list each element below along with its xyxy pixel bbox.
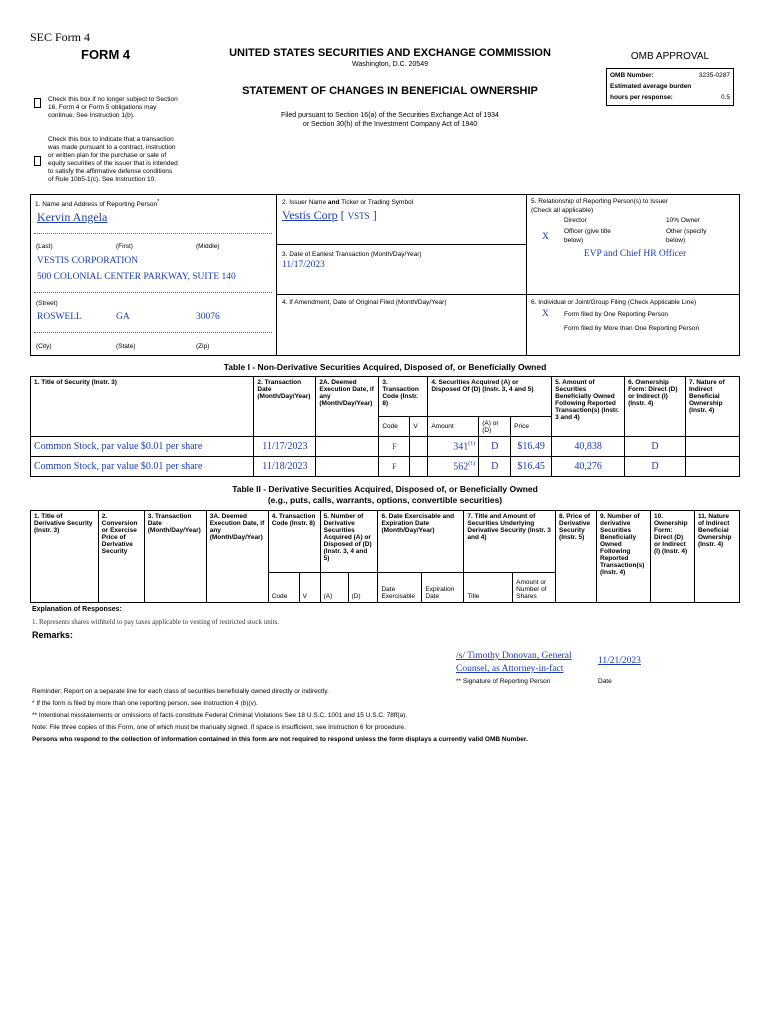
- t1-col-title: 1. Title of Security (Instr. 3): [31, 377, 254, 437]
- reporting-company: VESTIS CORPORATION: [37, 256, 139, 266]
- no-longer-subject-checkbox[interactable]: [34, 98, 41, 108]
- t2-sub-date-ex: Date Exercisable: [378, 573, 422, 603]
- form-title: FORM 4: [81, 47, 131, 62]
- reporting-person-label: 1. Name and Address of Reporting Person*: [35, 199, 160, 209]
- t1-r1-deemed: [316, 437, 379, 457]
- filed-pursuant-2: or Section 30(h) of the Investment Company Act of 1940: [302, 121, 478, 128]
- ten-percent-label: 10% Owner: [666, 217, 700, 224]
- t2-col-price: 8. Price of Derivative Security (Instr. 5): [556, 511, 597, 603]
- t2-sub-d: (D): [348, 573, 378, 603]
- t1-col-acquired: 4. Securities Acquired (A) or Disposed Of (D) (Instr. 3, 4 and 5): [428, 377, 552, 417]
- relationship-sublabel: (Check all applicable): [531, 207, 594, 214]
- t2-sub-amount: Amount or Number of Shares: [513, 573, 556, 603]
- issuer-name-ticker: Vestis Corp [ VSTS ]: [282, 208, 377, 222]
- footer-line-1: Reminder: Report on a separate line for each class of securities beneficially owned directly or indirectly.: [32, 688, 329, 695]
- t1-sub-amount: Amount: [428, 417, 479, 437]
- signature-date: 11/21/2023: [598, 656, 641, 666]
- signature-label: ** Signature of Reporting Person: [456, 678, 551, 685]
- omb-burden-label: Estimated average burden: [610, 83, 692, 90]
- relationship-label: 5. Relationship of Reporting Person(s) to Issuer: [531, 198, 668, 205]
- t2-col-owned: 9. Number of derivative Securities Beneficially Owned Following Reported Transaction(s) (Instr. 4): [597, 511, 651, 603]
- date-label: Date: [598, 678, 612, 685]
- t1-col-owned: 5. Amount of Securities Beneficially Owned Following Reported Transaction(s) (Instr. 3 and 4): [552, 377, 625, 437]
- checkbox-1-text: Check this box if no longer subject to Section 16. Form 4 or Form 5 obligations may continue. See Instruction 1(b).: [48, 96, 178, 119]
- t1-r2-owned: 40,276: [552, 457, 625, 477]
- reporting-person-name[interactable]: Kervin Angela: [37, 210, 108, 224]
- reporting-zip: 30076: [196, 312, 220, 322]
- city-label: (City): [36, 343, 52, 350]
- t2-col-number: 5. Number of Derivative Securities Acquired (A) or Disposed of (D) (Instr. 3, 4 and 5): [320, 511, 378, 573]
- t2-sub-a: (A): [320, 573, 348, 603]
- t1-r2-date: 11/18/2023: [254, 457, 316, 477]
- issuer-ticker: VSTS: [347, 211, 370, 221]
- earliest-date-label: 3. Date of Earliest Transaction (Month/Day/Year): [282, 251, 422, 258]
- t2-col-underlying: 7. Title and Amount of Securities Underlying Derivative Security (Instr. 3 and 4): [464, 511, 556, 573]
- footer-line-5: Persons who respond to the collection of information contained in this form are not required to respond unless the form displays a currently valid OMB Number.: [32, 736, 528, 743]
- table2-title-1: Table II - Derivative Securities Acquired, Disposed of, or Beneficially Owned: [232, 484, 538, 494]
- t1-r1-form: D: [625, 437, 686, 457]
- t1-col-form: 6. Ownership Form: Direct (D) or Indirect (I) (Instr. 4): [625, 377, 686, 437]
- t2-col-date: 3. Transaction Date (Month/Day/Year): [144, 511, 206, 603]
- footer-line-4: Note: File three copies of this Form, one of which must be manually signed. If space is insufficient, see Instruction 6 for procedure.: [32, 724, 406, 731]
- street-label: (Street): [36, 300, 58, 307]
- signature[interactable]: /s/ Timothy Donovan, General Counsel, as Attorney-in-fact: [456, 651, 572, 674]
- t2-col-conversion: 2. Conversion or Exercise Price of Derivative Security: [98, 511, 144, 603]
- t1-r2-title: Common Stock, par value $0.01 per share: [31, 457, 254, 477]
- t2-col-title: 1. Title of Derivative Security (Instr. 3): [31, 511, 99, 603]
- t1-r2-amount: 562$^{(1)}$: [428, 457, 479, 477]
- first-label: (First): [116, 243, 133, 250]
- explanation-1: 1. Represents shares withheld to pay taxes applicable to vesting of restricted stock units.: [32, 618, 280, 626]
- reporting-address: 500 COLONIAL CENTER PARKWAY, SUITE 140: [37, 272, 236, 282]
- earliest-date-value: 11/17/2023: [282, 260, 325, 270]
- filing-one-mark: X: [542, 309, 549, 319]
- explanation-heading: Explanation of Responses:: [32, 606, 122, 613]
- omb-hours-value: 0.5: [720, 94, 730, 101]
- t1-sub-v: V: [410, 417, 428, 437]
- t1-r1-owned: 40,838: [552, 437, 625, 457]
- footer-line-2: * If the form is filed by more than one reporting person, see Instruction 4 (b)(v).: [32, 700, 258, 707]
- t1-r2-price: $16.45: [511, 457, 552, 477]
- agency: UNITED STATES SECURITIES AND EXCHANGE COMMISSION: [229, 47, 551, 59]
- t2-col-deemed: 3A. Deemed Execution Date, if any (Month/Day/Year): [206, 511, 268, 603]
- omb-heading: OMB APPROVAL: [630, 51, 710, 62]
- t1-r1-amount: 341$^{(1)}$: [428, 437, 479, 457]
- t2-sub-exp: Expiration Date: [422, 573, 464, 603]
- amendment-label: 4. If Amendment, Date of Original Filed (Month/Day/Year): [282, 299, 447, 306]
- state-label: (State): [116, 343, 136, 350]
- footer-line-3: ** Intentional misstatements or omissions of facts constitute Federal Criminal Violations See 18 U.S.C. 1001 and 15 U.S.C. 78ff(a).: [32, 712, 408, 719]
- t2-sub-title: Title: [464, 573, 513, 603]
- officer-title: EVP and Chief HR Officer: [583, 249, 687, 259]
- t1-r2-form: D: [625, 457, 686, 477]
- t1-r2-code: F: [379, 457, 410, 477]
- omb-number-value: 3235-0287: [698, 72, 730, 79]
- officer-mark: X: [542, 232, 549, 242]
- t1-col-date: 2. Transaction Date (Month/Day/Year): [254, 377, 316, 437]
- reporting-state: GA: [116, 312, 130, 322]
- agency-location: Washington, D.C. 20549: [351, 61, 428, 68]
- t1-sub-code: Code: [379, 417, 410, 437]
- t1-r1-date: 11/17/2023: [254, 437, 316, 457]
- t1-r2-nature: [685, 457, 739, 477]
- filed-pursuant-1: Filed pursuant to Section 16(a) of the Securities Exchange Act of 1934: [281, 112, 499, 119]
- t1-r2-aord: D: [479, 457, 511, 477]
- checkbox-2-text: Check this box to indicate that a transaction was made pursuant to a contract, instruction or written plan for the purchase or sale of equity securities of the issuer that is intended to satisfy the affirmative defense conditions of Rule 10b5-1(c). See Instruction 10.: [48, 136, 178, 183]
- filing-label: 6. Individual or Joint/Group Filing (Check Applicable Line): [531, 299, 697, 306]
- t1-r1-price: $16.49: [511, 437, 552, 457]
- t1-r1-nature: [685, 437, 739, 457]
- table1: [30, 376, 740, 477]
- table-row: [31, 457, 740, 477]
- t1-r1-code: F: [379, 437, 410, 457]
- middle-label: (Middle): [196, 243, 220, 250]
- issuer-label: 2. Issuer Name and Ticker or Trading Symbol: [282, 199, 414, 206]
- zip-label: (Zip): [196, 343, 210, 350]
- filing-more-label: Form filed by More than One Reporting Person: [564, 325, 700, 332]
- remarks-heading: Remarks:: [32, 630, 74, 640]
- doc-label: SEC Form 4: [30, 30, 91, 44]
- table2: [30, 510, 740, 603]
- t2-col-form: 10. Ownership Form: Direct (D) or Indirect (I) (Instr. 4): [650, 511, 694, 603]
- t1-col-nature: 7. Nature of Indirect Beneficial Ownership (Instr. 4): [685, 377, 739, 437]
- t2-sub-code: Code: [268, 573, 299, 603]
- t2-col-exercisable: 6. Date Exercisable and Expiration Date (Month/Day/Year): [378, 511, 464, 573]
- omb-hours-label: hours per response:: [610, 94, 673, 101]
- t1-r1-aord: D: [479, 437, 511, 457]
- t1-col-code: 3. Transaction Code (Instr. 8): [379, 377, 428, 417]
- filing-one-label: Form filed by One Reporting Person: [564, 311, 669, 318]
- officer-label: Officer (give title below): [564, 228, 611, 244]
- t1-r1-title: Common Stock, par value $0.01 per share: [31, 437, 254, 457]
- table1-title: Table I - Non-Derivative Securities Acquired, Disposed of, or Beneficially Owned: [223, 362, 547, 372]
- last-label: (Last): [36, 243, 53, 250]
- issuer-name-link[interactable]: Vestis Corp: [282, 208, 338, 222]
- t1-r1-v: [410, 437, 428, 457]
- t1-r2-v: [410, 457, 428, 477]
- statement-title: STATEMENT OF CHANGES IN BENEFICIAL OWNERSHIP: [242, 85, 538, 97]
- t2-sub-v: V: [299, 573, 320, 603]
- rule-10b5-checkbox[interactable]: [34, 156, 41, 166]
- t1-r2-deemed: [316, 457, 379, 477]
- t2-col-nature: 11. Nature of Indirect Beneficial Ownership (Instr. 4): [694, 511, 739, 603]
- t2-col-code: 4. Transaction Code (Instr. 8): [268, 511, 320, 573]
- t1-col-deemed: 2A. Deemed Execution Date, if any (Month/Day/Year): [316, 377, 379, 437]
- other-label: Other (specify below): [666, 228, 707, 244]
- table-row: [31, 437, 740, 457]
- t1-sub-aord: (A) or (D): [479, 417, 511, 437]
- omb-number-label: OMB Number:: [610, 72, 654, 79]
- reporting-city: ROSWELL: [37, 312, 82, 322]
- t1-sub-price: Price: [511, 417, 552, 437]
- table2-title-2: (e.g., puts, calls, warrants, options, convertible securities): [267, 495, 503, 505]
- director-label: Director: [564, 217, 587, 224]
